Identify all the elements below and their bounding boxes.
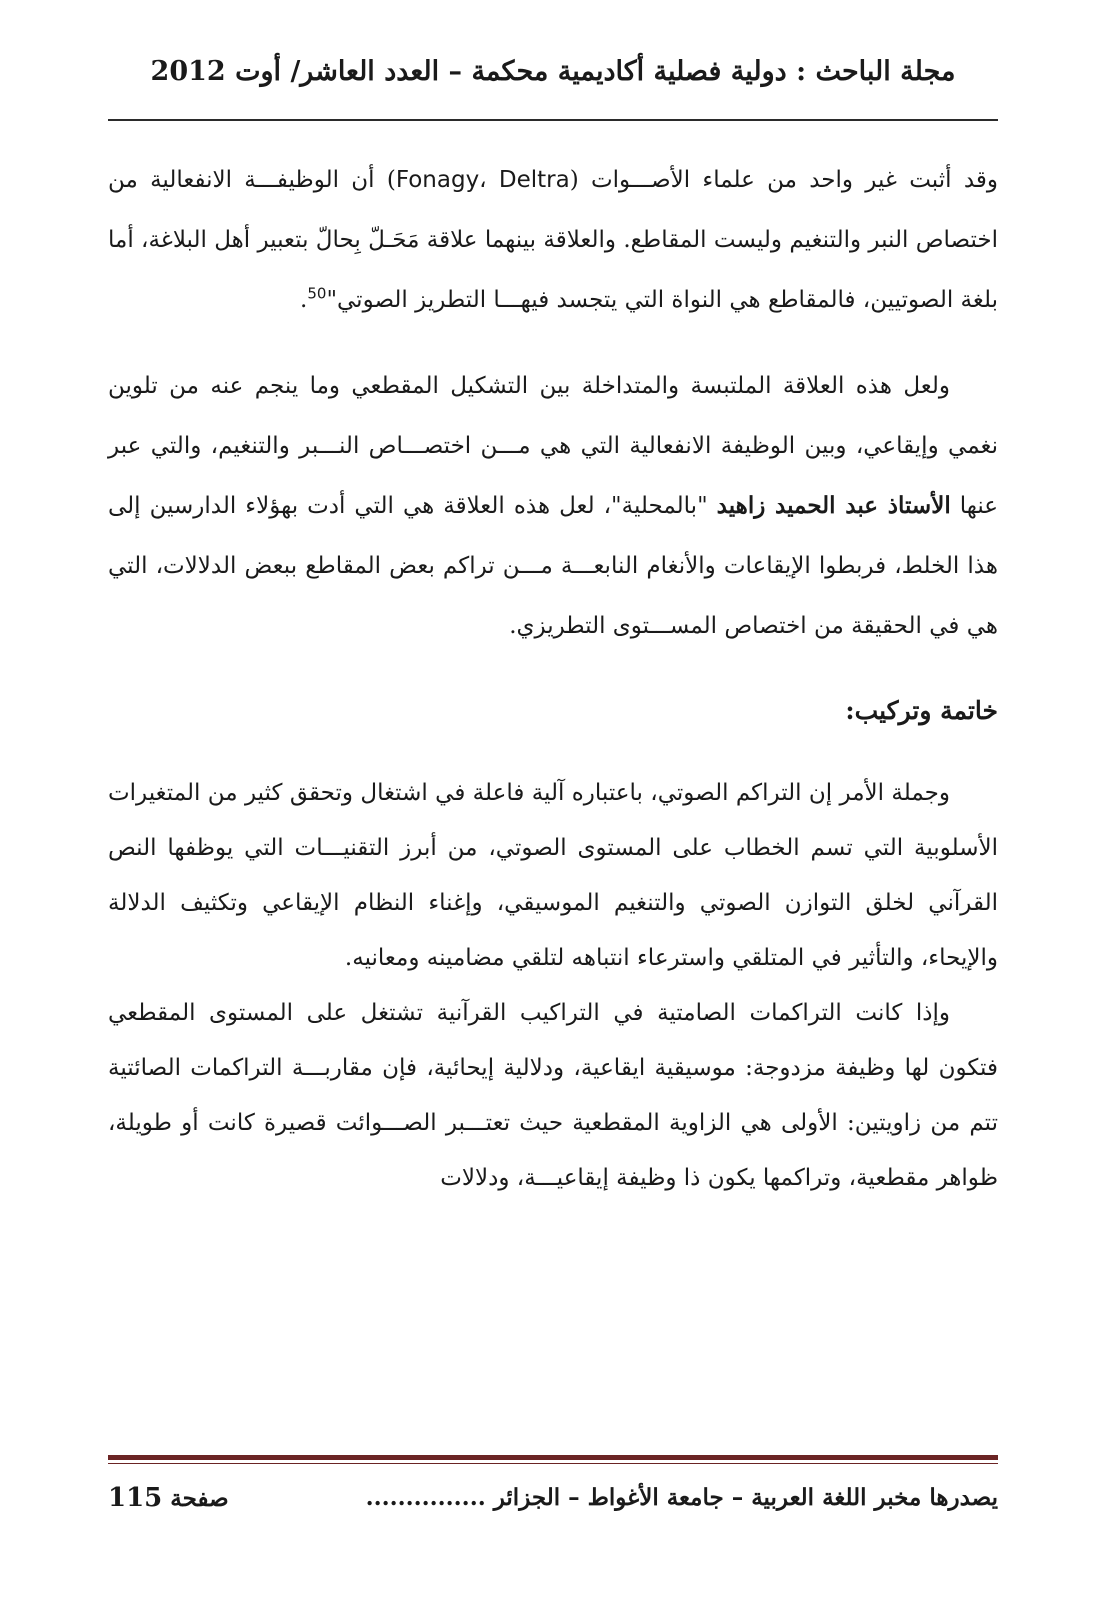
latin-author-names: Fonagy، Deltra xyxy=(395,167,570,193)
page-number: 115 xyxy=(108,1483,163,1513)
paragraph-1 xyxy=(108,150,998,330)
footer-publisher: يصدرها مخبر اللغة العربية – جامعة الأغواط – الجزائر ............... xyxy=(365,1484,998,1511)
footer-divider-thick xyxy=(108,1455,998,1460)
paragraph-2 xyxy=(108,356,998,656)
journal-footer xyxy=(108,1478,998,1518)
cited-author-name: الأستاذ عبد الحميد زاهيد xyxy=(716,492,951,519)
paragraph-1-text-b: ) أن الوظيفـــة الانفعالية من اختصاص النبر والتنغيم وليست المقاطع. والعلاقة بينهما علاقة مَحَـلّ بِحالّ بتعبير أهل البلاغة، أما بلغة الصوتيين، فالمقاطع هي النواة التي يتجسد فيهـــا التطريز الصوتي" xyxy=(108,167,998,313)
paragraph-2-text-a: ولعل هذه العلاقة الملتبسة والمتداخلة بين التشكيل المقطعي وما ينجم عنه من تلوين نغمي وإيقاعي، وبين الوظيفة الانفعالية التي هي مـــن اختصـــاص النـــبر والتنغيم، والتي عبر عنها xyxy=(108,373,999,519)
header-divider xyxy=(108,119,998,121)
paragraph-4: وإذا كانت التراكمات الصامتية في التراكيب القرآنية تشتغل على المستوى المقطعي فتكون لها وظيفة مزدوجة: موسيقية ايقاعية، ودلالية إيحائية، فإن مقاربـــة التراكمات الصائتية تتم من زاويتين: الأولى هي الزاوية المقطعية حيث تعتـــبر الصـــوائت قصيرة كانت أو طويلة، ظواهر مقطعية، وتراكمها يكون ذا وظيفة إيقاعيـــة، ودلالات xyxy=(108,1000,998,1191)
journal-header: مجلة الباحث : دولية فصلية أكاديمية محكمة – العدد العاشر/ أوت 2012 xyxy=(150,56,956,87)
footer-divider-thin xyxy=(108,1463,998,1464)
paragraph-1-text-a: وقد أثبت غير واحد من علماء الأصـــوات ( xyxy=(569,167,998,193)
paragraph-3: وجملة الأمر إن التراكم الصوتي، باعتباره آلية فاعلة في اشتغال وتحقق كثير من المتغيرات الأسلوبية التي تسم الخطاب على المستوى الصوتي، من أبرز التقنيـــات التي يوظفها النص القرآني لخلق التوازن الصوتي والتنغيم الموسيقي، وإغناء النظام الإيقاعي وتكثيف الدلالة والإيحاء، والتأثير في المتلقي واسترعاء انتباهه لتلقي مضامينه ومعانيه. xyxy=(108,780,998,971)
article-body xyxy=(108,150,998,1206)
page-label: صفحة xyxy=(170,1485,229,1512)
paragraph-1-text-c: . xyxy=(300,287,308,313)
paragraph-2-text-b: "بالمحلية"، لعل هذه العلاقة هي التي أدت بهؤلاء الدارسين إلى هذا الخلط، فربطوا الإيقاعات والأنغام النابعـــة مـــن تراكم بعض المقاطع ببعض الدلالات، التي هي في الحقيقة من اختصاص المســـتوى التطريزي. xyxy=(108,493,998,639)
section-heading: خاتمة وتركيب: xyxy=(845,696,998,725)
footnote-ref-50: 50 xyxy=(307,284,327,303)
page-number-block xyxy=(108,1478,229,1519)
